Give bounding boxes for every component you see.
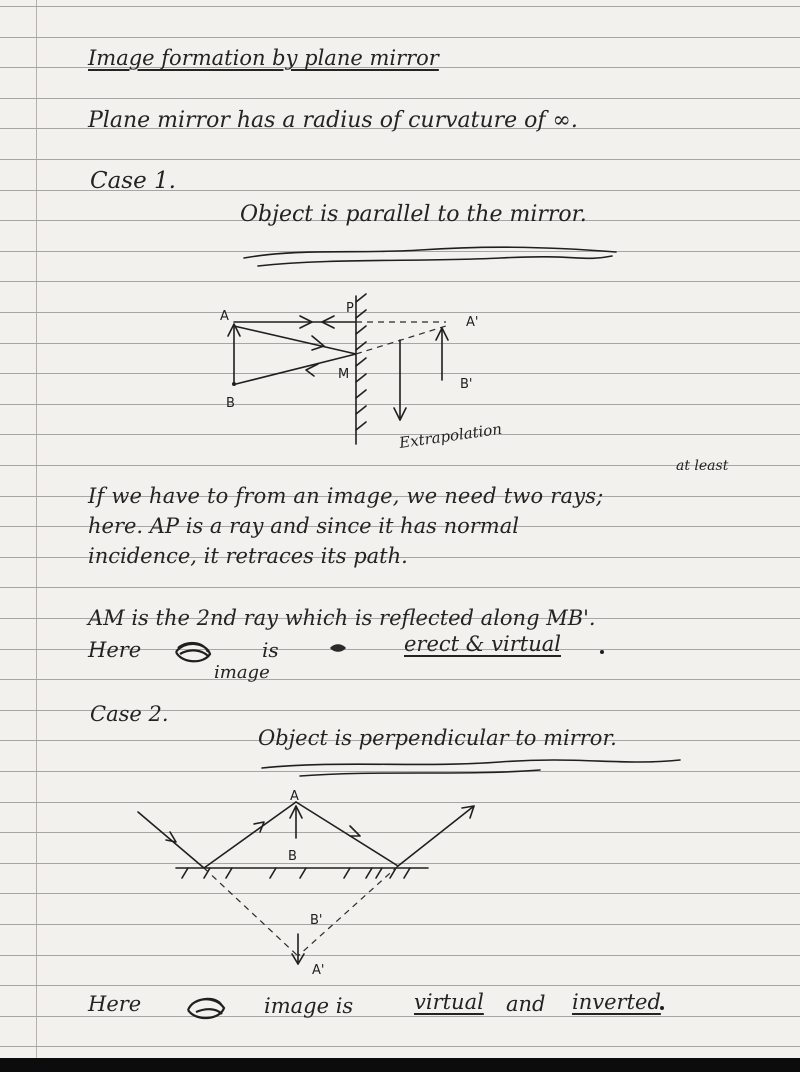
- label-b-image-2: B': [310, 913, 323, 928]
- label-p: P: [346, 301, 354, 316]
- para2-is: is: [262, 638, 279, 662]
- case2-subtitle: Object is perpendicular to mirror.: [258, 726, 617, 750]
- final-here: Here: [88, 992, 142, 1016]
- para1-line2: here. AP is a ray and since it has normal: [88, 514, 519, 538]
- para2-image: image: [214, 662, 270, 683]
- label-m: M: [338, 367, 350, 382]
- para1-line1: If we have to from an image, we need two rays;: [88, 484, 604, 508]
- label-a: A: [220, 309, 229, 324]
- label-b-image: B': [460, 377, 473, 392]
- label-a-2: A: [290, 789, 299, 804]
- atleast-insert: at least: [676, 458, 729, 474]
- para2-erect-virtual: erect & virtual: [404, 632, 561, 656]
- final-image-is: image is: [264, 994, 354, 1018]
- case1-heading: Case 1.: [90, 168, 176, 194]
- case1-subtitle: Object is parallel to the mirror.: [240, 202, 587, 227]
- final-and: and: [506, 992, 546, 1016]
- para1-line3: incidence, it retraces its path.: [88, 544, 408, 568]
- label-a-image: A': [466, 315, 479, 330]
- notes-title: Image formation by plane mirror: [88, 46, 439, 70]
- label-b: B: [226, 396, 235, 411]
- case2-heading: Case 2.: [90, 702, 169, 726]
- label-a-image-2: A': [312, 963, 325, 978]
- para2-here: Here: [88, 638, 142, 662]
- extrapolation-label: Extrapolation: [398, 419, 504, 452]
- final-inverted: inverted: [572, 990, 661, 1014]
- plane-mirror-note: Plane mirror has a radius of curvature of ∞.: [88, 108, 578, 133]
- page-bottom-edge: [0, 1058, 800, 1072]
- label-b-2: B: [288, 849, 297, 864]
- final-virtual: virtual: [414, 990, 484, 1014]
- para2-line1: AM is the 2nd ray which is reflected along MB'.: [88, 606, 596, 630]
